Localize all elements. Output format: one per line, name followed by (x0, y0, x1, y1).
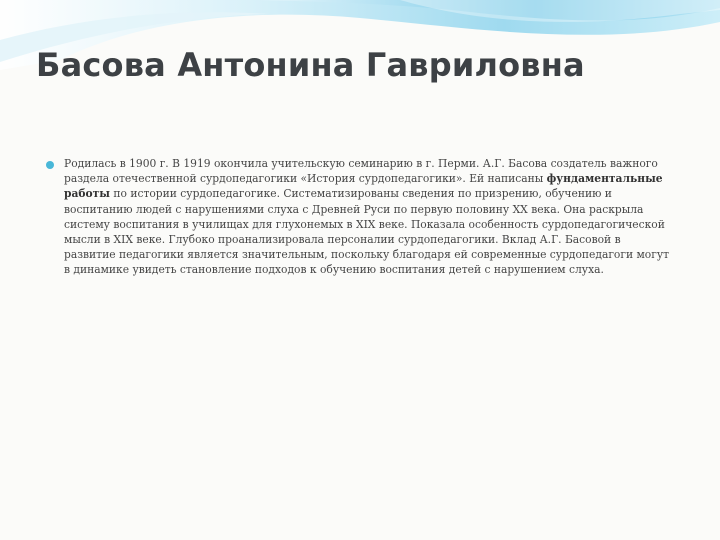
bullet-text-bold: фундаментальные работы (64, 172, 663, 201)
bullet-text-part2: по истории сурдопедагогике. Систематизированы сведения по призрению, обучению и воспитанию людей с нарушениями слуха с Древней Руси по первую половину XX века. Она раскрыла систему воспитания в училищах для глухонемых в XIX веке. Показала особенность сурдопедагогической мысли в XIX веке. Глубоко проанализировала персоналии сурдопедагогики. Вклад А.Г. Басовой в развитие педагогики является значительным, поскольку благодаря ей современные сурдопедагоги могут в динамике увидеть становление подходов к обучению воспитания детей с нарушением слуха. (64, 187, 670, 277)
bullet-text (64, 156, 674, 278)
content-area (44, 156, 674, 278)
bullet-item (44, 156, 674, 278)
bullet-text-part1: Родилась в 1900 г. В 1919 окончила учительскую семинарию в г. Перми. А.Г. Басова создатель важного раздела отечественной сурдопедагогики «История сурдопедагогики». Ей написаны (64, 157, 658, 186)
bullet-icon (46, 161, 54, 169)
slide-title: Басова Антонина Гавриловна (36, 46, 585, 84)
